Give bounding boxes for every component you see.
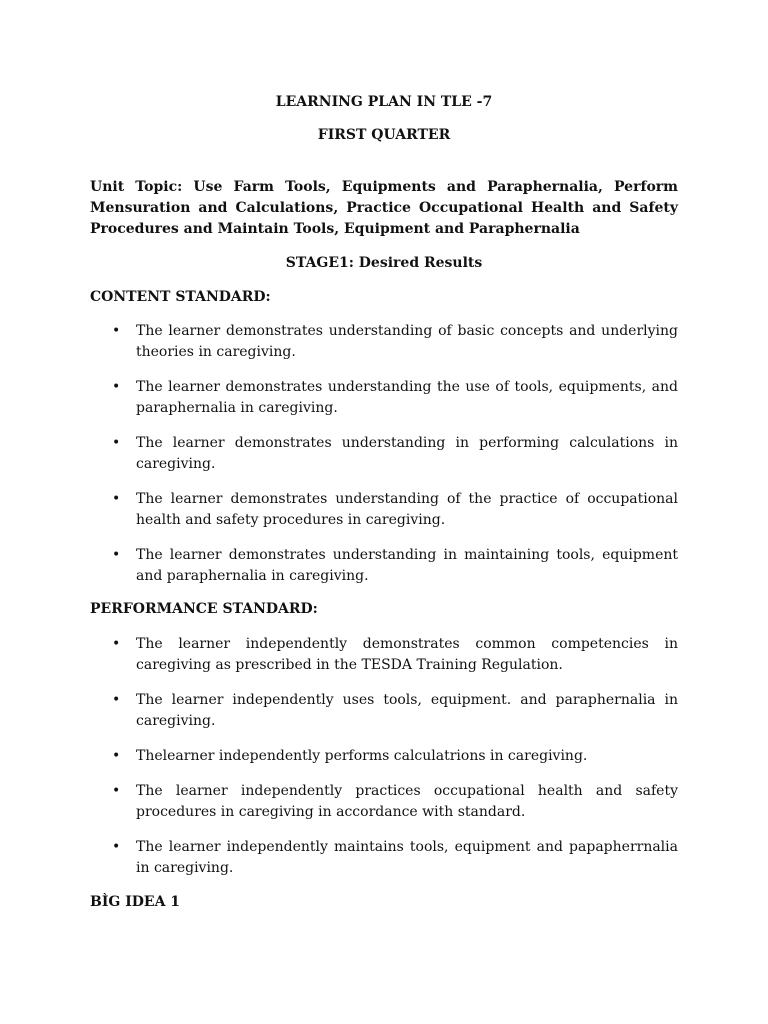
stage-heading: STAGE1: Desired Results <box>285 255 483 271</box>
bullet-icon: • <box>112 748 121 764</box>
performance-standard-heading: PERFORMANCE STANDARD: <box>90 601 318 617</box>
list-item: • Thelearner independently performs calculatrions in caregiving. <box>90 746 678 767</box>
list-item: • The learner demonstrates understanding in maintaining tools, equipment and paraphernalia in caregiving. <box>112 547 678 584</box>
bullet-icon: • <box>112 547 121 563</box>
bullet-icon: • <box>112 379 121 395</box>
big-idea-heading: BÌG IDEA 1 <box>90 894 181 910</box>
bullet-icon: • <box>112 435 121 451</box>
list-item: • The learner independently practices occupational health and safety procedures in caregiving in accordance with standard. <box>112 783 678 820</box>
document-title: LEARNING PLAN IN TLE -7 <box>275 94 493 110</box>
bullet-icon: • <box>112 491 121 507</box>
list-item: • The learner demonstrates understanding the use of tools, equipments, and paraphernalia in caregiving. <box>112 379 678 416</box>
list-item: • The learner independently demonstrates common competencies in caregiving as prescribed in the TESDA Training Regulation. <box>112 636 678 673</box>
quarter-heading: FIRST QUARTER <box>317 127 451 143</box>
list-item: • The learner independently uses tools, equipment. and paraphernalia in caregiving. <box>112 692 678 729</box>
list-item: • The learner demonstrates understanding of basic concepts and underlying theories in caregiving. <box>112 323 678 360</box>
list-item: • The learner independently maintains tools, equipment and papapherrnalia in caregiving. <box>112 839 678 876</box>
performance-standard-list <box>90 634 678 879</box>
content-standard-list <box>90 321 678 587</box>
bullet-icon: • <box>112 783 121 799</box>
list-item: • The learner demonstrates understanding of the practice of occupational health and safety procedures in caregiving. <box>112 491 678 528</box>
unit-topic: Unit Topic: Use Farm Tools, Equipments and Paraphernalia, Perform Mensuration and Calculations, Practice Occupational Health and Safety Procedures and Maintain Tools, Equipment and Paraphernalia <box>90 179 678 237</box>
bullet-icon: • <box>112 692 121 708</box>
bullet-icon: • <box>112 323 121 339</box>
content-standard-heading: CONTENT STANDARD: <box>90 289 271 305</box>
list-item: • The learner demonstrates understanding in performing calculations in caregiving. <box>112 435 678 472</box>
bullet-icon: • <box>112 839 121 855</box>
bullet-icon: • <box>112 636 121 652</box>
